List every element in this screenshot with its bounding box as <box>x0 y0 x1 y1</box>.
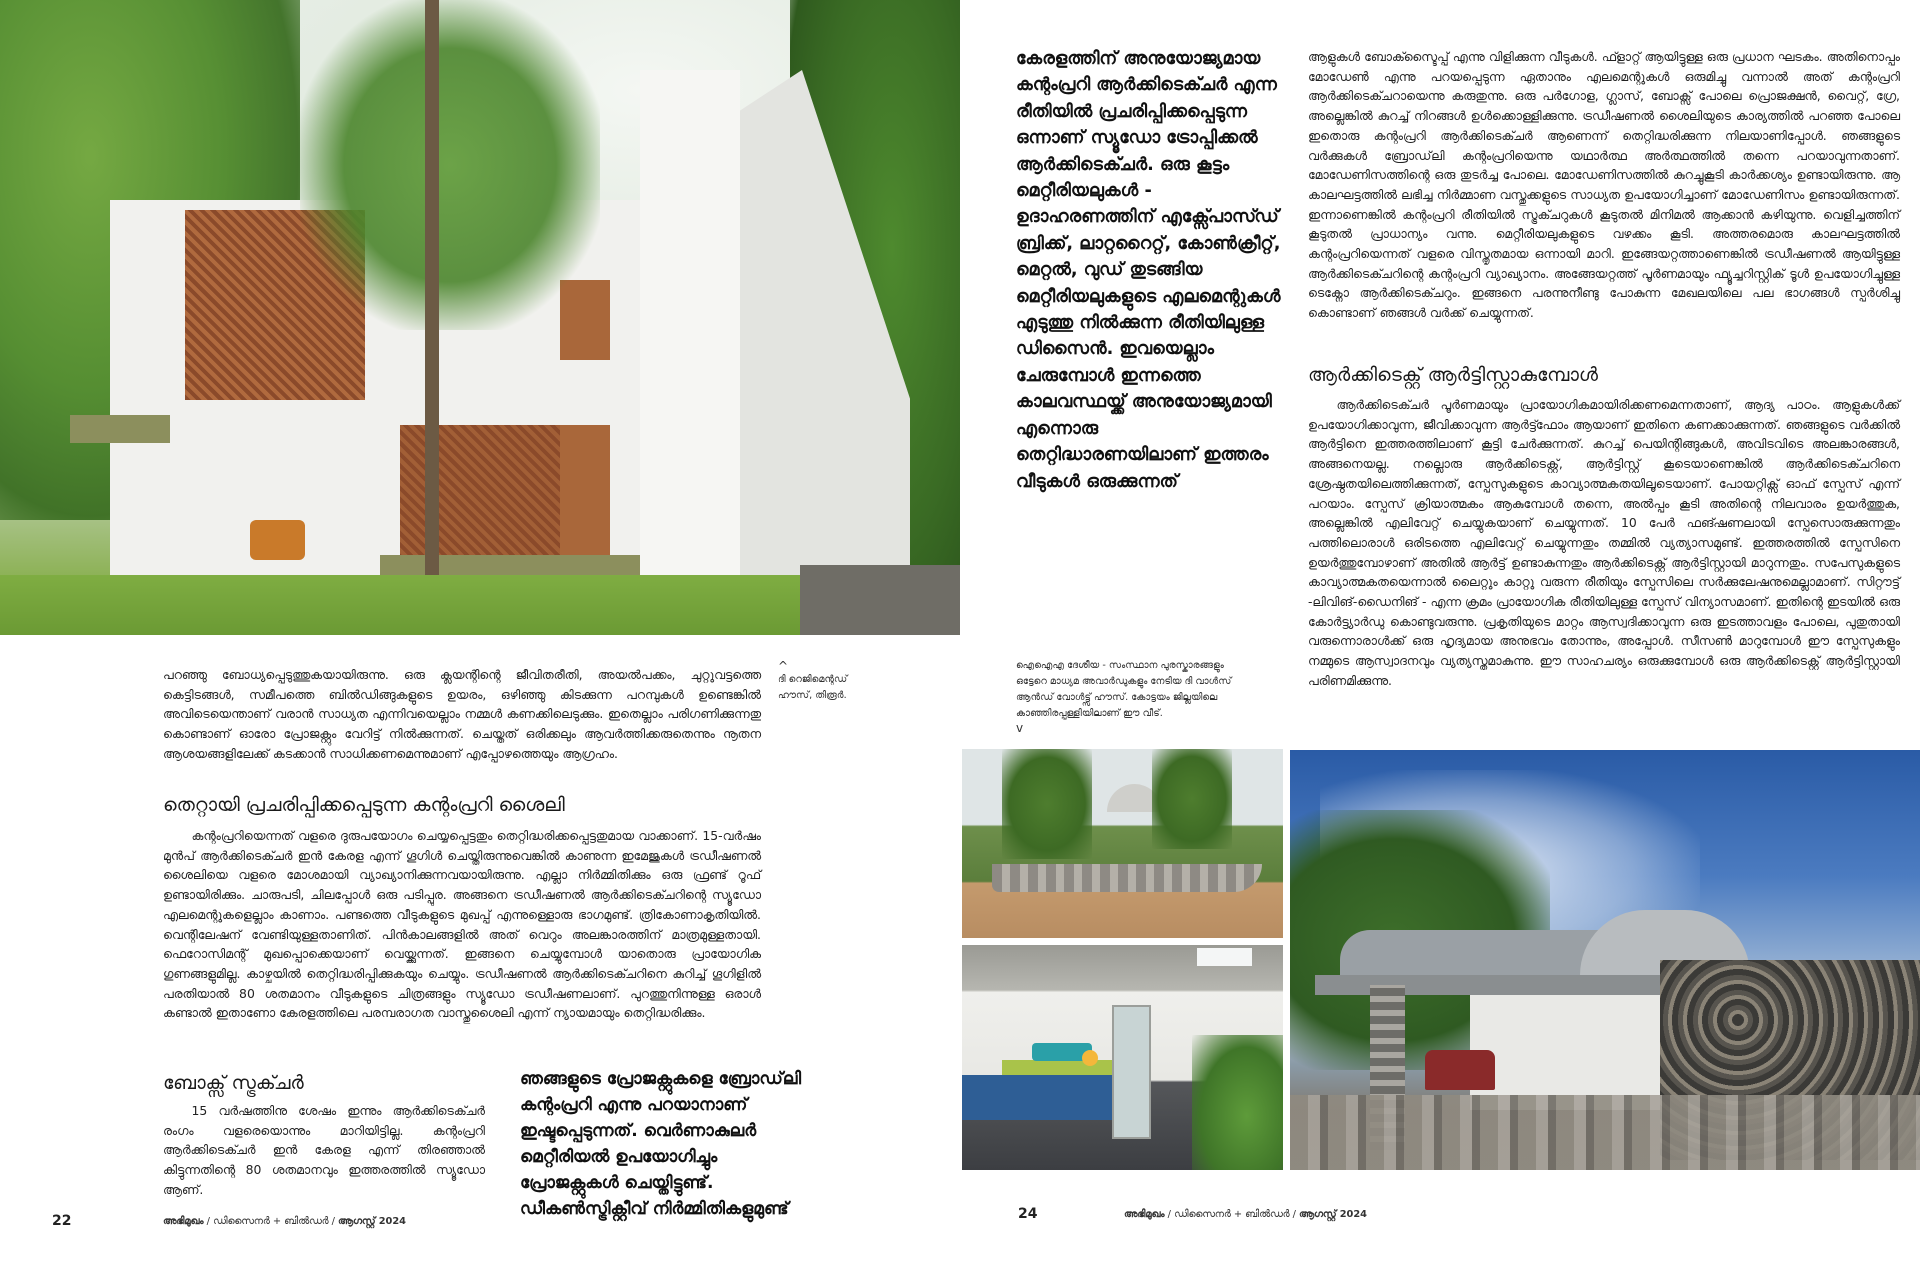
page-number-right: 24 <box>1018 1206 1038 1222</box>
separator: / <box>1289 1209 1300 1220</box>
tree-foliage <box>1152 749 1232 849</box>
paragraph: ആളുകൾ ബോക്സ്ടൈപ്പ് എന്നു വിളിക്കുന്ന വീടുകൾ. ഫ്ളാറ്റ് ആയിട്ടുള്ള ഒരു പ്രധാന ഘടകം. അതിനൊപ്പം മോഡേൺ എന്നു പറയപ്പെടുന്ന ഏതാനും എലമെന്റുകൾ ഒരുമിച്ചു വന്നാൽ അത് കന്റംപ്രറി ആർക്കിടെക്ചറായെന്നു കരുതുന്നു. ഒരു പർഗോള, ഗ്ലാസ്, ബോക്സ് പോലെ പ്രൊജക്ഷൻ, വൈറ്റ്, ഗ്രേ, അല്ലെങ്കിൽ കുറച്ച് നിറങ്ങൾ ഉൾക്കൊള്ളിക്കുന്നു. ട്രഡീഷണൽ ശൈലിയുടെ കാര്യത്തിൽ പറഞ്ഞ പോലെ ഇതൊരു കന്റംപ്രറി ആർക്കിടെക്ചർ ആണെന്ന് തെറ്റിദ്ധരിക്കുന്ന നിലയാണിപ്പോൾ. ഞങ്ങളുടെ വർക്കുകൾ ബ്രോഡ്‌ലി കന്റംപ്രറിയെന്നു യഥാർത്ഥ അർത്ഥത്തിൽ തന്നെ പറയാവുന്നതാണ്. മോഡേണിസത്തിന്റെ ഒരു തുടർച്ച പോലെ. മോഡേണിസത്തിൽ കുറച്ചുകൂടി കാർക്കശ്യം ഉണ്ടായിരുന്നു. ആ കാലഘട്ടത്തിൽ ലഭിച്ച നിർമ്മാണ വസ്തുക്കളുടെ സാധ്യത ഉപയോഗിച്ചാണ് മോഡേണിസം ഉണ്ടായിരുന്നത്. ഇന്നാണെങ്കിൽ കന്റംപ്രറി രീതിയിൽ സ്ട്രക്ചറുകൾ കൂടുതൽ മിനിമൽ ആക്കാൻ കഴിയുന്നു. വെളിച്ചത്തിന് കൂടുതൽ പ്രാധാന്യം വന്നു. മെറ്റീരിയലുകളുടെ വഴക്കം കൂടി. അത്തരമൊരു കാലഘട്ടത്തിൽ കന്റംപ്രറിയെന്നത് വളരെ വിസ്തൃതമായ ഒന്നായി മാറി. ഇങ്ങേയറ്റത്താണെങ്കിൽ ട്രഡീഷണൽ ആയിട്ടുള്ള ആർക്കിടെക്ചറിന്റെ കന്റംപ്രറി വ്യാഖ്യാനം. അങ്ങേയറ്റത്ത് പൂർണമായും ഫ്യൂച്ചറിസ്റ്റിക് ടൂൾ ഉപയോഗിച്ചുള്ള ടെക്നോ ആർക്കിടെക്ചറും. ഇങ്ങനെ പരന്നുനീണ്ടു പോകുന്ന മേഖലയിലെ പല ഭാഗങ്ങൾ സ്പർശിച്ചു കൊണ്ടാണ് ഞങ്ങൾ വർക്ക് ചെയ്യുന്നത്. <box>1308 49 1900 321</box>
building-corner-frame <box>640 70 740 595</box>
running-head-right <box>1124 1209 1367 1220</box>
caption-line: ഒട്ടേറെ മാധ്യമ അവാർഡുകളും നേടിയ ദി വാൾസ് <box>1016 676 1232 687</box>
paragraph: 15 വർഷത്തിനു ശേഷം ഇന്നും ആർക്കിടെക്ചർ രംഗം വളരെയൊന്നും മാറിയിട്ടില്ല. കന്റംപ്രറി ആർക്കിടെക്ചർ ഇൻ കേരള എന്ന് തിരഞ്ഞാൽ കിട്ടുന്നതിന്റെ 80 ശതമാനവും ഇത്തരത്തിൽ സ്യൂഡോ ആണ്. <box>163 1103 485 1197</box>
caption-line: കാഞ്ഞിരപ്പള്ളിയിലാണ് ഈ വീട്. <box>1016 708 1163 719</box>
section-heading-architect-artist: ആർക്കിടെക്റ്റ് ആർട്ടിസ്റ്റാകുമ്പോൾ <box>1308 364 1598 386</box>
tree-trunk <box>425 0 439 630</box>
paragraph: ആർക്കിടെക്ചർ പൂർണമായും പ്രായോഗികമായിരിക്കണമെന്നതാണ്, ആദ്യ പാഠം. ആളുകൾക്ക് ഉപയോഗിക്കാവുന്ന, ജീവിക്കാവുന്ന ആർട്ട്ഫോം ആയാണ് ഇതിനെ കണക്കാക്കുന്നത്. ഞങ്ങളുടെ വർക്കിൽ ആർട്ടിനെ ഇത്തരത്തിലാണ് കൂട്ടി ചേർക്കുന്നത്. കുറച്ച് പെയിന്റിങ്ങുകൾ, അവിടവിടെ അലങ്കാരങ്ങൾ, അങ്ങനെയല്ല. നല്ലൊരു ആർക്കിടെക്റ്റ്, ആർട്ടിസ്റ്റ് കൂടെയാണെങ്കിൽ ആർക്കിടെക്ചറിനെ ശ്രേഷ്ഠതയിലെത്തിക്കുന്നത്, സ്പേസുകളുടെ കാവ്യാത്മകതയിലൂടെയാണ്. പോയറ്റിക്സ് ഓഫ് സ്പേസ് എന്ന് പറയാം. സ്പേസ് ക്രിയാത്മകം ആകുമ്പോൾ തന്നെ, അൽപ്പം കൂടി അതിന്റെ നിലവാരം ഉയർത്തുക, അല്ലെങ്കിൽ എലിവേറ്റ് ചെയ്യുകയാണ് ചെയ്യുന്നത്. 10 പേർ ഫങ്ഷണലായി സ്പേസൊരുക്കുന്നതും പത്തിലൊരാൾ ഒരിടത്തെ എലിവേറ്റ് ചെയ്യുന്നതും തമ്മിൽ വ്യത്യാസമുണ്ട്. ഇത്തരത്തിൽ സ്പേസിനെ ഉയർത്തുമ്പോഴാണ് അതിൽ ആർട്ട് ഉണ്ടാകുന്നതും ആർക്കിടെക്റ്റ് ആർട്ടിസ്റ്റായി മാറുന്നതും. സപേസുകളുടെ കാവ്യാത്മകതയെന്നാൽ ലൈറ്റും കാറ്റു വരുന്ന രീതിയും സ്പേസിലെ സർക്കുലേഷനുമെല്ലാമാണ്. സിറ്റൗട്ട് -ലിവിങ്-ഡൈനിങ് - എന്ന ക്രമം പ്രായോഗിക രീതിയിലുള്ള സ്പേസ് വിന്യാസമാണ്. ഇതിന്റെ ഇടയിൽ ഒരു കോർട്ട്യാർഡു കൊണ്ടുവരുന്നു. പ്രകൃതിയുടെ മാറ്റം ആസ്വദിക്കാവുന്ന ഒരു ഇടത്താവളം പോലെ, പുതുതായി വരുന്നൊരാൾക്ക് ഒരു ഹൃദ്യമായ അനുഭവം തോന്നും, അപ്പോൾ. സീസൺ മാറുമ്പോൾ ഈ സ്പേസുകളും നമ്മുടെ ആസ്വാദനവും വ്യത്യസ്തമാകുന്നു. ഈ സാഹചര്യം ഒരുക്കുമ്പോൾ ഒരു ആർക്കിടെക്റ്റ് ആർട്ടിസ്റ്റായി പരിണമിക്കുന്നു. <box>1308 397 1900 688</box>
parked-car <box>1425 1050 1495 1090</box>
section-heading-misrepresented-contemporary: തെറ്റായി പ്രചരിപ്പിക്കപ്പെടുന്ന കന്റംപ്രറി ശൈലി <box>163 794 565 816</box>
bed-cover <box>962 1075 1112 1120</box>
caption-line: ഐഐഎ ദേശീയ - സംസ്ഥാന പുരസ്കാരങ്ങളും <box>1016 660 1224 671</box>
olive-planter-band <box>70 415 170 443</box>
bedroom-corridor-photo <box>962 945 1283 1170</box>
photo-caption-walls-and-vaults <box>1016 658 1276 734</box>
white-wall <box>1470 995 1660 1110</box>
glass-partition <box>1112 1005 1151 1139</box>
stone-paving <box>1290 1095 1920 1170</box>
caption-arrow-down-icon: v <box>1016 721 1024 735</box>
pull-quote-broadly-contemporary: ഞങ്ങളുടെ പ്രോജക്റ്റുകളെ ബ്രോഡ്‌ലി കന്റംപ്രറി എന്നു പറയാനാണ് ഇഷ്ടപ്പെടുന്നത്. വെർണാകുലർ മെറ്റീരിയൽ ഉപയോഗിച്ചും പ്രോജക്റ്റുകൾ ചെയ്തിട്ടുണ്ട്. ഡീകൺസ്ട്രിക്റ്റീവ് നിർമ്മിതികളുമുണ്ട് <box>520 1069 802 1219</box>
separator: / <box>203 1216 214 1227</box>
garden-wall-photo <box>962 749 1283 938</box>
separator: / <box>1164 1209 1175 1220</box>
tree-foliage <box>1002 749 1092 859</box>
photo-caption-main <box>778 660 918 704</box>
section-body-architect-artist <box>1308 395 1900 691</box>
courtyard-plants <box>1192 1035 1283 1170</box>
running-head-magazine: ഡിസൈനർ + ബിൽഡർ <box>1174 1209 1290 1220</box>
running-head-issue: ആഗസ്റ്റ് 2024 <box>338 1216 406 1227</box>
paragraph: കന്റംപ്രറിയെന്നത് വളരെ ദുരുപയോഗം ചെയ്യപ്പെട്ടതും തെറ്റിദ്ധരിക്കപ്പെട്ടതുമായ വാക്കാണ്. 15-വർഷം മുൻപ് ആർക്കിടെക്ചർ ഇൻ കേരള എന്ന് ഗൂഗിൾ ചെയ്തിരുന്നുവെങ്കിൽ കാണുന്ന ഇമേജുകൾ ട്രഡീഷണൽ ശൈലിയെ വളരെ മോശമായി വ്യാഖ്യാനിക്കുന്നവയായിരുന്നു. എല്ലാ നിർമ്മിതിക്കും ഒരു ഫ്രണ്ട് റൂഫ് ഉണ്ടായിരിക്കും. ചാരുപടി, ചിലപ്പോൾ ഒരു പടിപ്പുര. അങ്ങനെ ട്രഡീഷണൽ ആർക്കിടെക്ചറിന്റെ സ്യൂഡോ എലമെന്റുകളെല്ലാം കാണാം. പണ്ടത്തെ വീടുകളുടെ മുഖപ്പ് എന്നുള്ളൊരു ഭാഗമുണ്ട്. ത്രികോണാകൃതിയിൽ. വെന്റിലേഷന് വേണ്ടിയുള്ളതാണിത്. പിൻകാലങ്ങളിൽ അത് വെറും അലങ്കാരത്തിന് മാത്രമുള്ളതായി. ഫെറോസിമന്റ് മുഖപ്പൊക്കെയാണ് വെയ്ക്കുന്നത്. ഇങ്ങനെ ചെയ്യുമ്പോൾ യാതൊരു പ്രായോഗിക ഗുണങ്ങളുമില്ല. കാഴ്ചയിൽ തെറ്റിദ്ധരിപ്പിക്കുകയും ചെയ്യും. ട്രഡീഷണൽ ആർക്കിടെക്ചറിനെ കുറിച്ച് ഗൂഗിളിൽ പരതിയാൽ 80 ശതമാനം വീടുകളുടെ ചിത്രങ്ങളും സ്യൂഡോ ട്രഡീഷണലാണ്. പുറത്തുനിന്നുള്ള ഒരാൾ കണ്ടാൽ ഇതാണോ കേരളത്തിലെ പരമ്പരാഗത വാസ്തുശൈലി എന്ന് ന്യായമായും തെറ്റിദ്ധരിക്കും. <box>163 828 761 1021</box>
gravel-path <box>800 565 960 635</box>
running-head-section: അഭിമുഖം <box>163 1216 204 1227</box>
caption-line: ആൻഡ് വോൾട്ട്സ് ഹൗസ്. കോട്ടയം ജില്ലയിലെ <box>1016 692 1218 703</box>
tree-canopy <box>300 0 600 330</box>
section-body-misrepresented-contemporary <box>163 826 761 1023</box>
column-text-box-type <box>1308 47 1900 323</box>
wooden-panel <box>560 425 610 575</box>
running-head-issue: ആഗസ്റ്റ് 2024 <box>1299 1209 1367 1220</box>
running-head-section: അഭിമുഖം <box>1124 1209 1165 1220</box>
caption-arrow-up-icon: ^ <box>778 659 789 673</box>
section-heading-box-structure: ബോക്സ് സ്ട്രക്ചർ <box>163 1072 304 1094</box>
running-head-left <box>163 1216 406 1227</box>
paragraph: പറഞ്ഞു ബോധ്യപ്പെടുത്തുകയായിരുന്നു. ഒരു ക്ലയന്റിന്റെ ജീവിതരീതി, അയൽപക്കം, ചുറ്റുവട്ടത്തെ കെട്ടിടങ്ങൾ, സമീപത്തെ ബിൽഡിങ്ങുകളുടെ ഉയരം, ഒഴിഞ്ഞു കിടക്കുന്ന പറമ്പുകൾ ഉണ്ടെങ്കിൽ അവിടെയെന്താണ് വരാൻ സാധ്യത എന്നിവയെല്ലാം നമ്മൾ കണക്കിലെടുക്കും. ഇതെല്ലാം പരിഗണിക്കുന്നതു കൊണ്ടാണ് ഓരോ പ്രോജക്റ്റും വേറിട്ട് നിൽക്കുന്നത്. ചെയ്തത് ഒരിക്കലും ആവർത്തിക്കരുതെന്നും നൂതന ആശയങ്ങളിലേക്ക് കടക്കാൻ സാധിക്കണമെന്നുമാണ് എപ്പോഴത്തെയും ആഗ്രഹം. <box>163 667 761 761</box>
caption-line: ഹൗസ്, തിരൂർ. <box>778 690 847 701</box>
parked-car <box>250 520 305 560</box>
intro-paragraph <box>163 665 761 764</box>
main-house-photo <box>0 0 960 635</box>
skylight <box>1197 948 1252 966</box>
pull-quote-pseudo-tropical: കേരളത്തിന് അനുയോജ്യമായ കന്റംപ്രറി ആർക്കിടെക്ചർ എന്ന രീതിയിൽ പ്രചരിപ്പിക്കപ്പെടുന്ന ഒന്നാണ് സ്യൂഡോ ട്രോപ്പിക്കൽ ആർക്കിടെക്ചർ. ഒരു കൂട്ടം മെറ്റീരിയലുകൾ - ഉദാഹരണത്തിന് എക്സ്പോസ്ഡ് ബ്രിക്ക്, ലാറ്ററൈറ്റ്, കോൺക്രീറ്റ്, മെറ്റൽ, വുഡ് തുടങ്ങിയ മെറ്റീരിയലുകളുടെ എലമെന്റുകൾ എടുത്തു നിൽക്കുന്ന രീതിയിലുള്ള ഡിസൈൻ. ഇവയെല്ലാം ചേരുമ്പോൾ ഇന്നത്തെ കാലവസ്ഥയ്ക്ക് അനുയോജ്യമായി എന്നൊരു തെറ്റിദ്ധാരണയിലാണ് ഇത്തരം വീടുകൾ ഒരുക്കുന്നത് <box>1016 49 1281 492</box>
caption-line: ദി റെജിമെന്റഡ് <box>778 674 848 685</box>
rubble-stone-wall <box>992 864 1262 892</box>
running-head-magazine: ഡിസൈനർ + ബിൽഡർ <box>213 1216 329 1227</box>
corten-jali-screen <box>400 425 560 570</box>
carport-photo <box>1290 750 1920 1170</box>
lamp <box>1082 1050 1098 1066</box>
separator: / <box>328 1216 339 1227</box>
section-body-box-structure <box>163 1101 485 1200</box>
page-number-left: 22 <box>52 1213 72 1229</box>
